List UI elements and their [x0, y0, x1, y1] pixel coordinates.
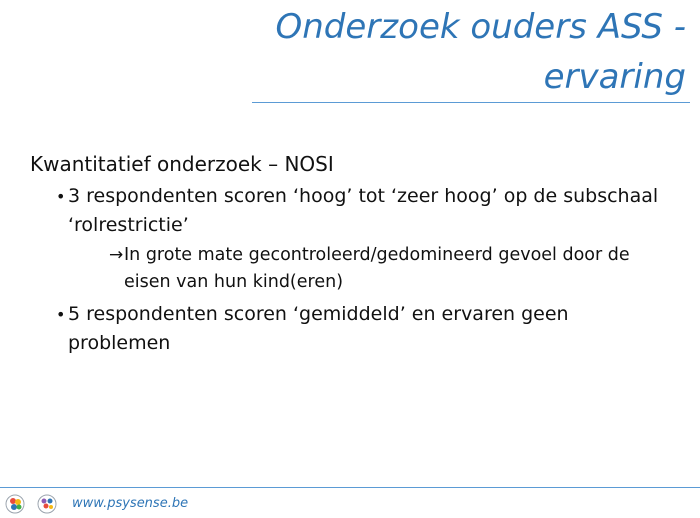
bullet-dot-icon: •	[56, 305, 66, 324]
slide-body	[30, 150, 670, 358]
slide-title-line-1: Onderzoek ouders ASS -	[275, 7, 686, 47]
bullet-dot-icon: •	[56, 187, 66, 206]
bullet-list	[30, 182, 670, 358]
bullet-item-2	[30, 300, 670, 358]
sub-bullet-item-1	[30, 242, 670, 296]
slide-title	[126, 2, 686, 102]
right-arrow-icon: →	[109, 245, 124, 265]
footer-divider	[0, 487, 700, 488]
bullet-text-2: 5 respondenten scoren ‘gemiddeld’ en ervaren geen problemen	[68, 303, 569, 354]
body-heading: Kwantitatief onderzoek – NOSI	[30, 152, 334, 176]
bullet-text-1: 3 respondenten scoren ‘hoog’ tot ‘zeer hoog’ op de subschaal ‘rolrestrictie’	[68, 185, 659, 236]
sub-bullet-text-1: In grote mate gecontroleerd/gedomineerd gevoel door de eisen van hun kind(eren)	[124, 245, 630, 292]
title-divider	[252, 102, 690, 103]
bullet-item-1	[30, 182, 670, 240]
psysense-logo-icon	[4, 493, 62, 515]
footer-website-link[interactable]: www.psysense.be	[72, 496, 189, 511]
slide-title-line-2: ervaring	[543, 57, 686, 97]
